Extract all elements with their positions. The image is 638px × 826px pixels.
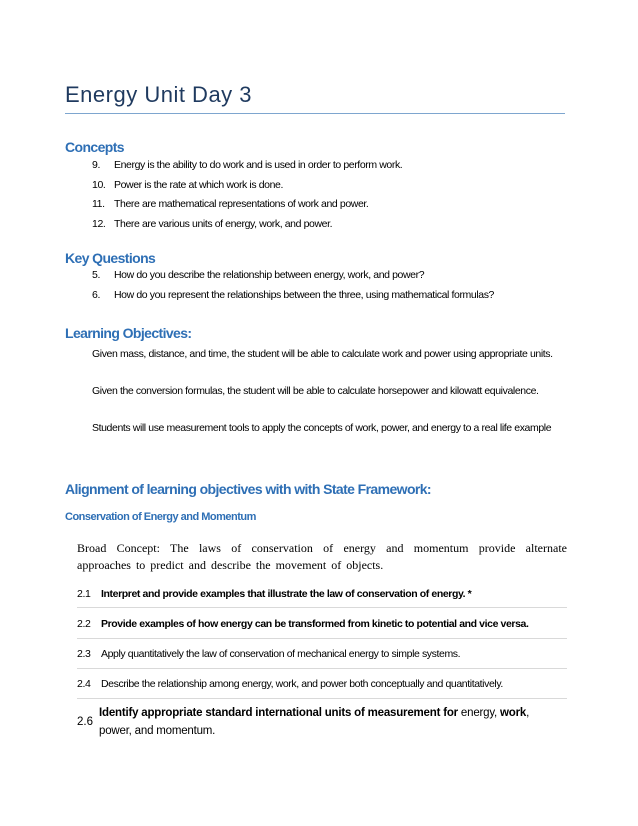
standard-text: Identify appropriate standard international units of measurement for energy, work, power, and momentum. [99, 707, 530, 737]
list-item: 11. There are mathematical representations of work and power. [92, 198, 369, 210]
list-item: 12. There are various units of energy, work, and power. [92, 217, 333, 230]
concepts-heading: Concepts [65, 139, 124, 155]
row-divider [77, 638, 567, 639]
objective-paragraph: Given the conversion formulas, the student will be able to calculate horsepower and kilowatt equivalence. [92, 385, 539, 397]
objective-paragraph: Students will use measurement tools to apply the concepts of work, power, and energy to a real life example [92, 422, 552, 434]
list-item: 10. Power is the rate at which work is done. [92, 178, 284, 191]
broad-concept: Broad Concept: The laws of conservation of energy and momentum provide alternate approaches to predict and describe the movement of objects. [77, 541, 567, 572]
title-underline [65, 113, 565, 114]
list-item: 5. How do you describe the relationship between energy, work, and power? [92, 269, 425, 281]
list-item: 6. How do you represent the relationships between the three, using mathematical formulas? [92, 288, 494, 301]
objective-paragraph: Given mass, distance, and time, the student will be able to calculate work and power using appropriate units. [92, 348, 553, 360]
standard-code: 2.6 [77, 716, 93, 728]
row-divider [77, 607, 567, 608]
standard-row: 2.3 Apply quantitatively the law of conservation of mechanical energy to simple systems. [77, 648, 461, 660]
key-questions-heading: Key Questions [65, 250, 156, 266]
row-divider [77, 668, 567, 669]
alignment-heading: Alignment of learning objectives with with State Framework: [65, 481, 431, 497]
standard-row: 2.2 Provide examples of how energy can be transformed from kinetic to potential and vice versa. [77, 618, 529, 630]
key-questions-list [92, 267, 494, 306]
list-item: 9. Energy is the ability to do work and is used in order to perform work. [92, 159, 403, 171]
concepts-list [92, 157, 402, 235]
row-divider [77, 698, 567, 699]
standard-row: 2.4 Describe the relationship among energy, work, and power both conceptually and quantitatively. [77, 678, 503, 690]
page-title: Energy Unit Day 3 [65, 82, 253, 107]
standard-row: 2.1 Interpret and provide examples that illustrate the law of conservation of energy. * [77, 588, 472, 600]
learning-objectives-heading: Learning Objectives: [65, 325, 192, 341]
framework-subheading: Conservation of Energy and Momentum [65, 511, 256, 523]
